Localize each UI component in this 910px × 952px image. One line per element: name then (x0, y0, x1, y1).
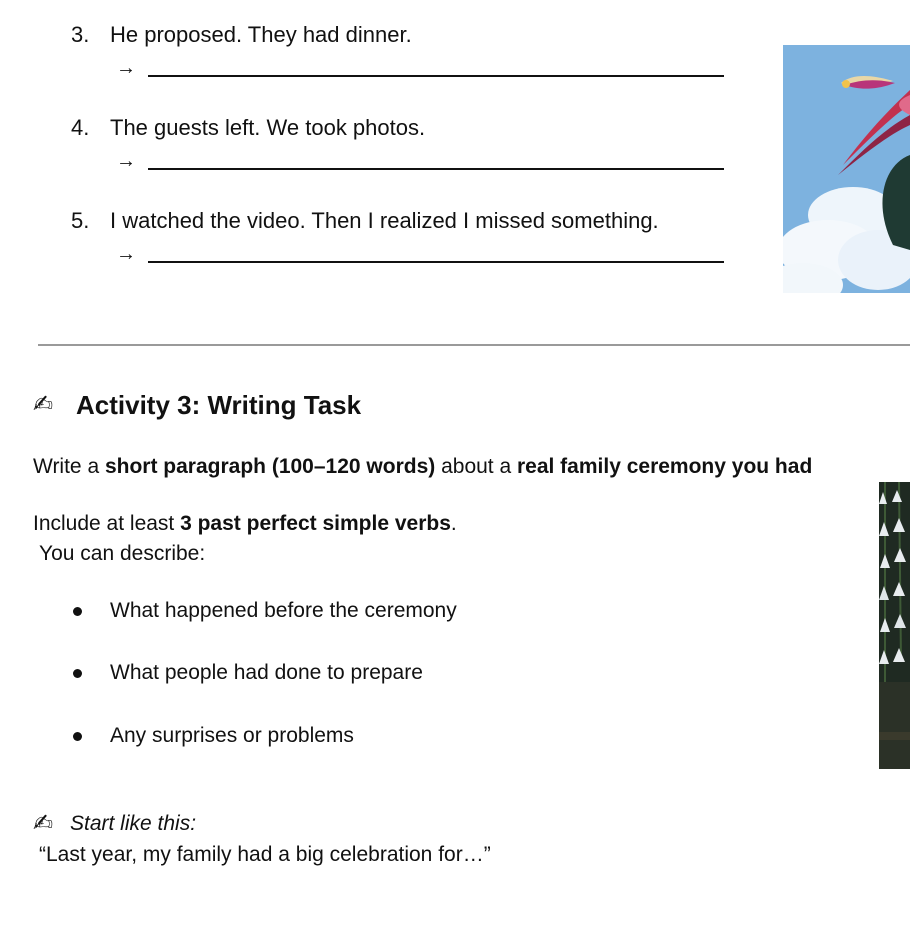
bullet-icon (73, 732, 82, 741)
start-label: Start like this: (70, 812, 197, 835)
include-part: Include at least (33, 512, 181, 535)
activity-title: Activity 3: Writing Task (76, 390, 362, 420)
start-quote: “Last year, my family had a big celebration for…” (39, 843, 491, 866)
list-item: What people had done to prepare (110, 661, 423, 684)
answer-blank[interactable] (148, 75, 724, 77)
exercise-sentence: I watched the video. Then I realized I missed something. (110, 208, 659, 233)
instruction-part: Write a (33, 455, 105, 478)
instruction-text (33, 454, 812, 480)
exercise-number: 5. (71, 208, 90, 233)
answer-blank[interactable] (148, 261, 724, 263)
section-divider (38, 344, 910, 346)
include-text (33, 511, 457, 537)
illustration-svg (783, 45, 910, 293)
flowers-svg (879, 482, 910, 769)
flowers-photo (879, 482, 910, 769)
arrow-icon: → (116, 150, 136, 172)
bullet-icon (73, 669, 82, 678)
arrow-icon: → (116, 57, 136, 79)
illustration-image (783, 45, 910, 293)
describe-intro: You can describe: (39, 542, 206, 565)
exercise-number: 3. (71, 22, 90, 47)
instruction-bold: short paragraph (100–120 words) (104, 455, 436, 478)
include-bold: 3 past perfect simple verbs (180, 512, 451, 535)
include-part: . (450, 512, 457, 535)
instruction-part: about a (435, 455, 517, 478)
list-item: Any surprises or problems (110, 724, 354, 747)
exercise-sentence: The guests left. We took photos. (110, 115, 426, 140)
exercise-sentence: He proposed. They had dinner. (110, 22, 412, 47)
list-item: What happened before the ceremony (110, 599, 457, 622)
writing-hand-icon: ✍ (33, 810, 54, 837)
arrow-icon: → (116, 243, 136, 265)
answer-blank[interactable] (148, 168, 724, 170)
bullet-icon (73, 607, 82, 616)
instruction-bold: real family ceremony you had (516, 455, 813, 478)
exercise-number: 4. (71, 115, 90, 140)
writing-hand-icon: ✍ (33, 391, 54, 418)
